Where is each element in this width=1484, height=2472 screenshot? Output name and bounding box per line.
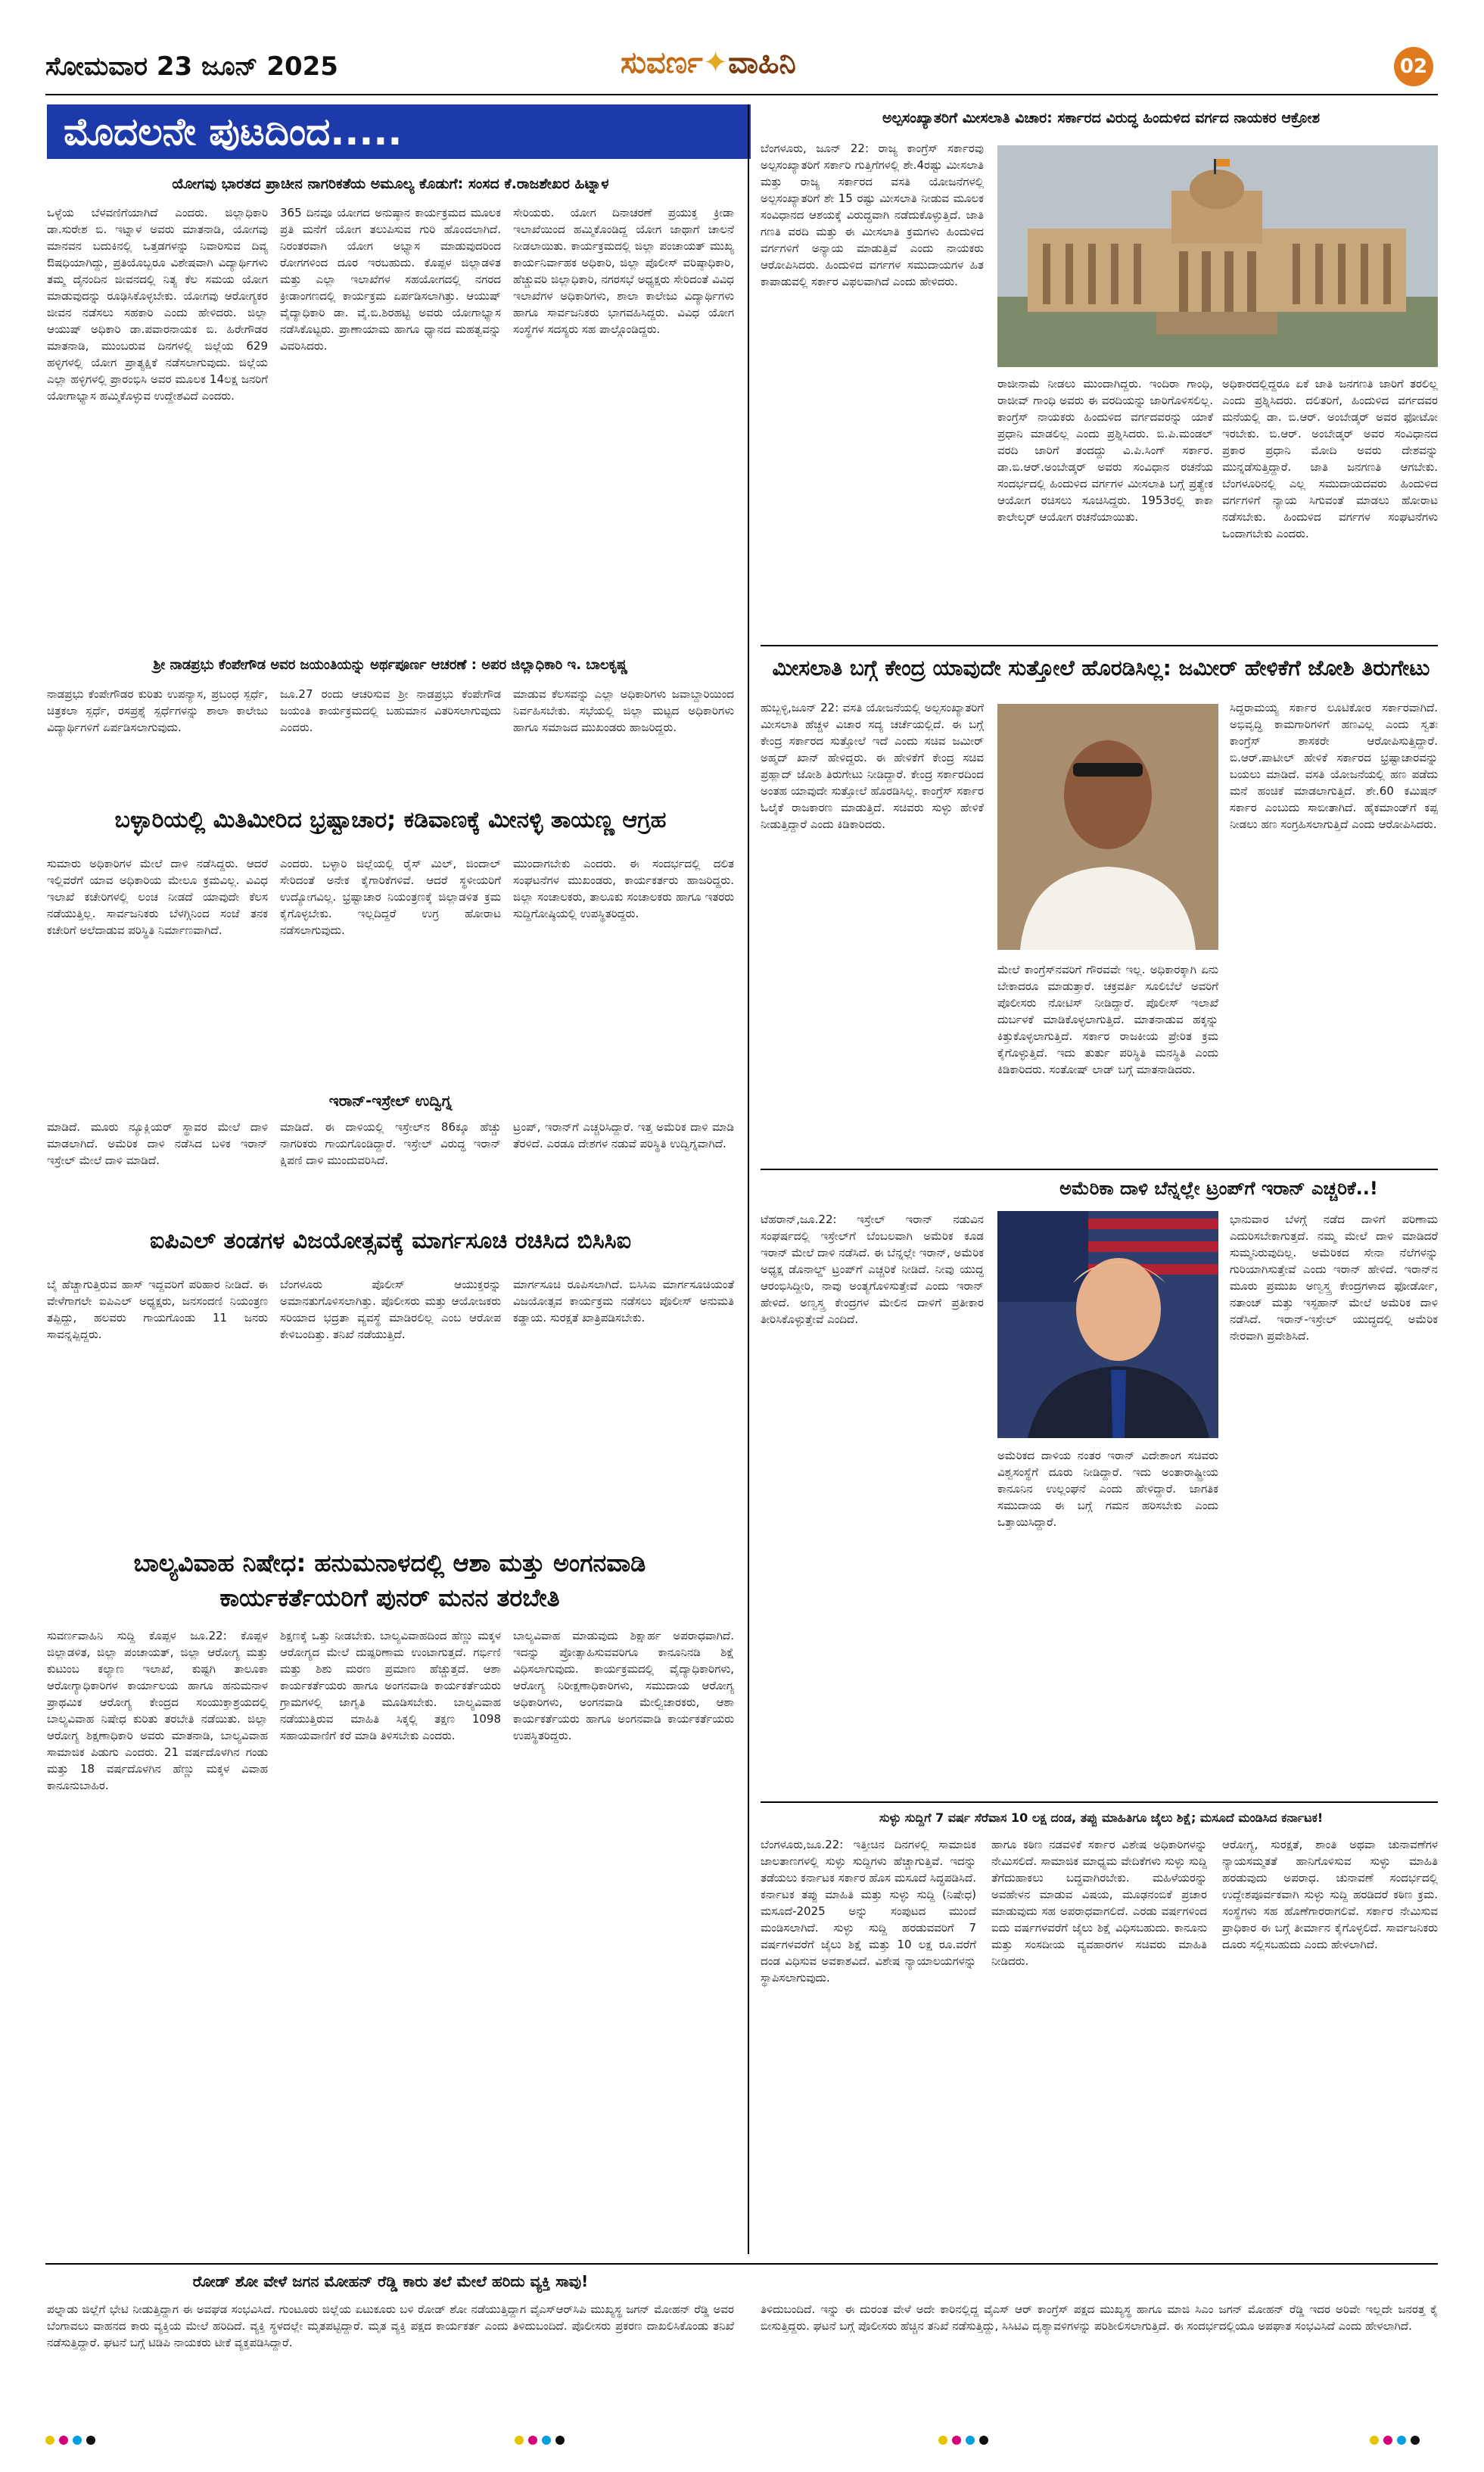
- article-ballari-col3: ಮುಂದಾಗಬೇಕು ಎಂದರು. ಈ ಸಂದರ್ಭದಲ್ಲಿ ದಲಿತ ಸಂಘಟನೆಗಳ ಮುಖಂಡರು, ಕಾರ್ಯಕರ್ತರು ಹಾಜರಿದ್ದರು. ಜಿಲ್ಲಾ ಸಂಚಾಲಕರು, ತಾಲೂಕು ಸಂಚಾಲಕರು ಹಾಗೂ ಇತರರು ಸುದ್ದಿಗೋಷ್ಠಿಯಲ್ಲಿ ಉಪಸ್ಥಿತರಿದ್ದರು.: [513, 857, 734, 920]
- article-jagan-left: ಪಲ್ನಾಡು ಜಿಲ್ಲೆಗೆ ಭೇಟಿ ನೀಡುತ್ತಿದ್ದಾಗ ಈ ಅವಘಡ ಸಂಭವಿಸಿದೆ. ಗುಂಟೂರು ಜಿಲ್ಲೆಯ ಏಟುಕೂರು ಬಳಿ ರೋಡ್ ಶೋ ನಡೆಯುತ್ತಿದ್ದಾಗ ವೈಎಸ್‌ಆರ್‌ಸಿಪಿ ಮುಖ್ಯಸ್ಥ ಜಗನ್ ಮೋಹನ್ ರೆಡ್ಡಿ ಅವರ ಬೆಂಗಾವಲು ವಾಹನದ ಕಾರು ವ್ಯಕ್ತಿಯ ಮೇಲೆ ಹರಿದಿದೆ. ವ್ಯಕ್ತಿ ಸ್ಥಳದಲ್ಲೇ ಮೃತಪಟ್ಟಿದ್ದಾರೆ. ಮೃತ ವ್ಯಕ್ತಿ ಪಕ್ಷದ ಕಾರ್ಯಕರ್ತ ಎಂದು ತಿಳಿದುಬಂದಿದೆ. ಪೊಲೀಸರು ಪ್ರಕರಣ ದಾಖಲಿಸಿಕೊಂಡು ತನಿಖೆ ನಡೆಸುತ್ತಿದ್ದಾರೆ. ಘಟನೆ ಬಗ್ಗೆ ಟಿಡಿಪಿ ನಾಯಕರು ಟೀಕೆ ವ್ಯಕ್ತಪಡಿಸಿದ್ದಾರೆ.: [47, 2302, 734, 2349]
- reg-dot: [515, 2436, 524, 2445]
- vidhana-soudha-photo: [997, 145, 1438, 367]
- reg-dot: [979, 2436, 988, 2445]
- reg-dot: [528, 2436, 537, 2445]
- reg-dot: [1383, 2436, 1392, 2445]
- portrait-illustration: [997, 704, 1218, 950]
- article-kempegowda-col3: ಮಾಡುವ ಕೆಲಸವನ್ನು ಎಲ್ಲಾ ಅಧಿಕಾರಿಗಳು ಜವಾಬ್ದಾರಿಯಿಂದ ನಿರ್ವಹಿಸಬೇಕು. ಸಭೆಯಲ್ಲಿ ಜಿಲ್ಲಾ ಮಟ್ಟದ ಅಧಿಕಾರಿಗಳು ಹಾಗೂ ಸಮಾಜದ ಮುಖಂಡರು ಹಾಜರಿದ್ದರು.: [513, 687, 734, 734]
- article-trump-right: ಭಾನುವಾರ ಬೆಳಗ್ಗೆ ನಡೆದ ದಾಳಿಗೆ ಪರಿಣಾಮ ಎದುರಿಸಬೇಕಾಗುತ್ತದೆ. ನಮ್ಮ ಮೇಲೆ ದಾಳಿ ಮಾಡಿದರೆ ಸುಮ್ಮನಿರುವುದಿಲ್ಲ. ಅಮೆರಿಕದ ಸೇನಾ ನೆಲೆಗಳನ್ನು ಗುರಿಯಾಗಿಸುತ್ತೇವೆ ಎಂದು ಇರಾನ್ ಹೇಳಿದೆ. ಇರಾನ್‌ನ ಮೂರು ಪ್ರಮುಖ ಅಣ್ವಸ್ತ್ರ ಕೇಂದ್ರಗಳಾದ ಫೋರ್ಡೋ, ನತಾಂಜ್ ಮತ್ತು ಇಸ್ಫಹಾನ್ ಮೇಲೆ ಅಮೆರಿಕ ದಾಳಿ ನಡೆಸಿದೆ. ಇರಾನ್-ಇಸ್ರೇಲ್ ಯುದ್ಧದಲ್ಲಿ ಅಮೆರಿಕ ನೇರವಾಗಿ ಪ್ರವೇಶಿಸಿದೆ.: [1230, 1213, 1438, 1343]
- article-bcci-headline: ಐಪಿಎಲ್ ತಂಡಗಳ ವಿಜಯೋತ್ಸವಕ್ಕೆ ಮಾರ್ಗಸೂಚಿ ರಚಿಸಿದ ಬಿಸಿಸಿಐ: [150, 1228, 631, 1254]
- section-banner: ಮೊದಲನೇ ಪುಟದಿಂದ.....: [47, 104, 751, 159]
- article-iran-israel-headline: ಇರಾನ್-ಇಸ್ರೇಲ್ ಉದ್ವಿಗ್ನ: [328, 1091, 453, 1110]
- reg-dot: [1411, 2436, 1420, 2445]
- pralhad-joshi-photo: [997, 704, 1218, 950]
- article-yoga-headline: ಯೋಗವು ಭಾರತದ ಪ್ರಾಚೀನ ನಾಗರಿಕತೆಯ ಅಮೂಲ್ಯ ಕೊಡುಗೆ: ಸಂಸದ ಕೆ.ರಾಜಶೇಖರ ಹಿಟ್ನಾಳ: [172, 176, 609, 192]
- article-iran-israel-col2: ಮಾಡಿದೆ. ಈ ದಾಳಿಯಲ್ಲಿ ಇಸ್ರೇಲ್‌ನ 86ಕ್ಕೂ ಹೆಚ್ಚು ನಾಗರಿಕರು ಗಾಯಗೊಂಡಿದ್ದಾರೆ. ಇಸ್ರೇಲ್ ವಿರುದ್ಧ ಇರಾನ್ ಕ್ಷಿಪಣಿ ದಾಳಿ ಮುಂದುವರಿಸಿದೆ.: [280, 1120, 501, 1167]
- registration-marks-center-left: [515, 2436, 565, 2445]
- article-child-marriage-col2: ಶಿಕ್ಷಣಕ್ಕೆ ಒತ್ತು ನೀಡಬೇಕು. ಬಾಲ್ಯವಿವಾಹದಿಂದ ಹೆಣ್ಣು ಮಕ್ಕಳ ಆರೋಗ್ಯದ ಮೇಲೆ ದುಷ್ಪರಿಣಾಮ ಉಂಟಾಗುತ್ತದೆ. ಗರ್ಭಿಣಿ ಮತ್ತು ಶಿಶು ಮರಣ ಪ್ರಮಾಣ ಹೆಚ್ಚುತ್ತದೆ. ಆಶಾ ಕಾರ್ಯಕರ್ತೆಯರು ಹಾಗೂ ಅಂಗನವಾಡಿ ಕಾರ್ಯಕರ್ತೆಯರು ಗ್ರಾಮಗಳಲ್ಲಿ ಜಾಗೃತಿ ಮೂಡಿಸಬೇಕು. ಬಾಲ್ಯವಿವಾಹ ನಡೆಯುತ್ತಿರುವ ಮಾಹಿತಿ ಸಿಕ್ಕಲ್ಲಿ ತಕ್ಷಣ 1098 ಸಹಾಯವಾಣಿಗೆ ಕರೆ ಮಾಡಿ ತಿಳಿಸಬೇಕು ಎಂದರು.: [280, 1629, 501, 1742]
- rule-r1: [761, 645, 1438, 646]
- article-fake-news-col1: ಬೆಂಗಳೂರು,ಜೂ.22: ಇತ್ತೀಚಿನ ದಿನಗಳಲ್ಲಿ ಸಾಮಾಜಿಕ ಜಾಲತಾಣಗಳಲ್ಲಿ ಸುಳ್ಳು ಸುದ್ದಿಗಳು ಹೆಚ್ಚಾಗುತ್ತಿವೆ. ಇದನ್ನು ತಡೆಯಲು ಕರ್ನಾಟಕ ಸರ್ಕಾರ ಹೊಸ ಮಸೂದೆ ಸಿದ್ಧಪಡಿಸಿದೆ. ಕರ್ನಾಟಕ ತಪ್ಪು ಮಾಹಿತಿ ಮತ್ತು ಸುಳ್ಳು ಸುದ್ದಿ (ನಿಷೇಧ) ಮಸೂದೆ-2025 ಅನ್ನು ಸಂಪುಟದ ಮುಂದೆ ಮಂಡಿಸಲಾಗಿದೆ. ಸುಳ್ಳು ಸುದ್ದಿ ಹರಡುವವರಿಗೆ 7 ವರ್ಷಗಳವರೆಗೆ ಜೈಲು ಶಿಕ್ಷೆ ಮತ್ತು 10 ಲಕ್ಷ ರೂ.ವರೆಗೆ ದಂಡ ವಿಧಿಸುವ ಅವಕಾಶವಿದೆ. ವಿಶೇಷ ನ್ಯಾಯಾಲಯಗಳನ್ನು ಸ್ಥಾಪಿಸಲಾಗುವುದು.: [761, 1838, 976, 1985]
- page-number: 02: [1394, 47, 1433, 86]
- article-child-marriage-headline: ಬಾಲ್ಯವಿವಾಹ ನಿಷೇಧ: ಹನುಮನಾಳದಲ್ಲಿ ಆಶಾ ಮತ್ತು ಅಂಗನವಾಡಿ ಕಾರ್ಯಕರ್ತೆಯರಿಗೆ ಪುನರ್ ಮನನ ತರಬೇತಿ: [133, 1549, 646, 1612]
- article-trump-headline: ಅಮೆರಿಕಾ ದಾಳಿ ಬೆನ್ನಲ್ಲೇ ಟ್ರಂಪ್‌ಗೆ ಇರಾನ್ ಎಚ್ಚರಿಕೆ..!: [1059, 1178, 1378, 1199]
- reg-dot: [555, 2436, 565, 2445]
- masthead: [621, 45, 796, 80]
- article-iran-israel-col3: ಟ್ರಂಪ್, ಇರಾನ್‌ಗೆ ಎಚ್ಚರಿಸಿದ್ದಾರೆ. ಇತ್ತ ಅಮೆರಿಕ ದಾಳಿ ಮಾಡಿ ತೆರಳಿದೆ. ಎರಡೂ ದೇಶಗಳ ನಡುವೆ ಪರಿಸ್ಥಿತಿ ಉದ್ವಿಗ್ನವಾಗಿದೆ.: [513, 1120, 734, 1150]
- masthead-right: ವಾಹಿನಿ: [728, 45, 796, 80]
- article-fake-news-headline: ಸುಳ್ಳು ಸುದ್ದಿಗೆ 7 ವರ್ಷ ಸೆರೆವಾಸ 10 ಲಕ್ಷ ದಂಡ, ತಪ್ಪು ಮಾಹಿತಿಗೂ ಜೈಲು ಶಿಕ್ಷೆ; ಮಸೂದೆ ಮಂಡಿಸಿದ ಕರ್ನಾಟಕ!: [879, 1810, 1324, 1825]
- article-bcci-col1: ಬೈ ಹೆಚ್ಚಾಗುತ್ತಿರುವ ಹಾಸ್ ಇದ್ದವರಿಗೆ ಪರಿಹಾರ ನೀಡಿದೆ. ಈ ವೇಳೆಗಾಗಲೇ ಐಪಿಎಲ್ ಅಧ್ಯಕ್ಷರು, ಜನಸಂದಣಿ ನಿಯಂತ್ರಣ ತಪ್ಪಿದ್ದು, ಹಲವರು ಗಾಯಗೊಂಡು 11 ಜನರು ಸಾವನ್ನಪ್ಪಿದ್ದರು.: [47, 1278, 268, 1341]
- article-ballari-headline: ಬಳ್ಳಾರಿಯಲ್ಲಿ ಮಿತಿಮೀರಿದ ಭ್ರಷ್ಟಾಚಾರ; ಕಡಿವಾಣಕ್ಕೆ ಮೀನಳ್ಳಿ ತಾಯಣ್ಣ ಆಗ್ರಹ: [114, 807, 667, 833]
- article-trump-left: ಟೆಹರಾನ್,ಜೂ.22: ಇಸ್ರೇಲ್ ಇರಾನ್ ನಡುವಿನ ಸಂಘರ್ಷದಲ್ಲಿ ಇಸ್ರೇಲ್‌ಗೆ ಬೆಂಬಲವಾಗಿ ಅಮೆರಿಕ ಕೂಡ ಇರಾನ್ ಮೇಲೆ ದಾಳಿ ನಡೆಸಿದೆ. ಈ ಬೆನ್ನಲ್ಲೇ ಇರಾನ್, ಅಮೆರಿಕ ಅಧ್ಯಕ್ಷ ಡೊನಾಲ್ಡ್ ಟ್ರಂಪ್‌ಗೆ ಎಚ್ಚರಿಕೆ ನೀಡಿದೆ. ನೀವು ಯುದ್ಧ ಆರಂಭಿಸಿದ್ದೀರಿ, ನಾವು ಅಂತ್ಯಗೊಳಿಸುತ್ತೇವೆ ಎಂದು ಇರಾನ್ ಹೇಳಿದೆ. ಅಣ್ವಸ್ತ್ರ ಕೇಂದ್ರಗಳ ಮೇಲಿನ ದಾಳಿಗೆ ಪ್ರತೀಕಾರ ತೀರಿಸಿಕೊಳ್ಳುತ್ತೇವೆ ಎಂದಿದೆ.: [761, 1213, 984, 1326]
- article-ballari-col1: ಸುಮಾರು ಅಧಿಕಾರಿಗಳ ಮೇಲೆ ದಾಳಿ ನಡೆಸಿದ್ದರು. ಆದರೆ ಇಲ್ಲಿವರೆಗೆ ಯಾವ ಅಧಿಕಾರಿಯ ಮೇಲೂ ಕ್ರಮವಿಲ್ಲ. ವಿವಿಧ ಇಲಾಖೆ ಕಚೇರಿಗಳಲ್ಲಿ ಲಂಚ ನೀಡದೆ ಯಾವುದೇ ಕೆಲಸ ನಡೆಯುತ್ತಿಲ್ಲ. ಸಾರ್ವಜನಿಕರು ಬೆಳಗ್ಗಿನಿಂದ ಸಂಜೆ ತನಕ ಕಚೇರಿಗೆ ಅಲೆದಾಡುವ ಪರಿಸ್ಥಿತಿ ನಿರ್ಮಾಣವಾಗಿದೆ.: [47, 857, 268, 937]
- reg-dot: [59, 2436, 68, 2445]
- article-bcci-col2: ಬೆಂಗಳೂರು ಪೊಲೀಸ್ ಆಯುಕ್ತರನ್ನು ಅಮಾನತುಗೊಳಿಸಲಾಗಿತ್ತು. ಪೊಲೀಸರು ಮತ್ತು ಆಯೋಜಕರು ಸರಿಯಾದ ಭದ್ರತಾ ವ್ಯವಸ್ಥೆ ಮಾಡಿರಲಿಲ್ಲ ಎಂಬ ಆರೋಪ ಕೇಳಿಬಂದಿತ್ತು. ತನಿಖೆ ನಡೆಯುತ್ತಿದೆ.: [280, 1278, 501, 1341]
- article-yoga-col2: 365 ದಿನವೂ ಯೋಗದ ಅನುಷ್ಠಾನ ಕಾರ್ಯಕ್ರಮದ ಮೂಲಕ ಪ್ರತಿ ಮನೆಗೆ ಯೋಗ ತಲುಪಿಸುವ ಗುರಿ ಹೊಂದಲಾಗಿದೆ. ನಿರಂತರವಾಗಿ ಯೋಗ ಅಭ್ಯಾಸ ಮಾಡುವುದರಿಂದ ರೋಗಗಳಿಂದ ದೂರ ಇರಬಹುದು. ಕೊಪ್ಪಳ ಜಿಲ್ಲಾಡಳಿತ ಮತ್ತು ಎಲ್ಲಾ ಇಲಾಖೆಗಳ ಸಹಯೋಗದಲ್ಲಿ ನಗರದ ಕ್ರೀಡಾಂಗಣದಲ್ಲಿ ಕಾರ್ಯಕ್ರಮ ಏರ್ಪಡಿಸಲಾಗಿತ್ತು. ಆಯುಷ್ ವೈದ್ಯಾಧಿಕಾರಿ ಡಾ. ವೈ.ಬಿ.ಶಿರಹಟ್ಟಿ ಅವರು ಯೋಗಾಭ್ಯಾಸ ನಡೆಸಿಕೊಟ್ಟರು. ಪ್ರಾಣಾಯಾಮ ಹಾಗೂ ಧ್ಯಾನದ ಮಹತ್ವವನ್ನು ವಿವರಿಸಿದರು.: [280, 206, 501, 353]
- article-reservation-headline: ಅಲ್ಪಸಂಖ್ಯಾತರಿಗೆ ಮೀಸಲಾತಿ ವಿಚಾರ: ಸರ್ಕಾರದ ವಿರುದ್ಧ ಹಿಂದುಳಿದ ವರ್ಗದ ನಾಯಕರ ಆಕ್ರೋಶ: [882, 110, 1321, 126]
- rule-bottom: [45, 2263, 1438, 2265]
- registration-marks-center-right: [938, 2436, 988, 2445]
- masthead-separator-icon: ✦: [702, 45, 729, 80]
- article-reservation-mid-left: ರಾಜೀನಾಮೆ ನೀಡಲು ಮುಂದಾಗಿದ್ದರು. ಇಂದಿರಾ ಗಾಂಧಿ, ರಾಜೀವ್ ಗಾಂಧಿ ಅವರು ಈ ವರದಿಯನ್ನು ಜಾರಿಗೊಳಿಸಲಿಲ್ಲ. ಕಾಂಗ್ರೆಸ್ ನಾಯಕರು ಹಿಂದುಳಿದ ವರ್ಗದವರನ್ನು ಯಾಕೆ ಪ್ರಧಾನಿ ಮಾಡಲಿಲ್ಲ ಎಂದು ಪ್ರಶ್ನಿಸಿದರು. ಬಿ.ಪಿ.ಮಂಡಲ್ ವರದಿ ಜಾರಿಗೆ ತಂದದ್ದು ವಿ.ಪಿ.ಸಿಂಗ್ ಸರ್ಕಾರ. ಡಾ.ಬಿ.ಆರ್.ಅಂಬೇಡ್ಕರ್ ಅವರು ಸಂವಿಧಾನ ರಚನೆಯ ಸಂದರ್ಭದಲ್ಲಿ ಹಿಂದುಳಿದ ವರ್ಗಗಳ ಮೀಸಲಾತಿ ಬಗ್ಗೆ ಪ್ರತ್ಯೇಕ ಆಯೋಗ ರಚಿಸಲು ಸೂಚಿಸಿದ್ದರು. 1953ರಲ್ಲಿ ಕಾಕಾ ಕಾಲೇಲ್ಕರ್ ಆಯೋಗ ರಚನೆಯಾಯಿತು.: [997, 377, 1213, 524]
- registration-marks-right: [1370, 2436, 1420, 2445]
- article-joshi-left: ಹುಬ್ಬಳ್ಳಿ,ಜೂನ್ 22: ವಸತಿ ಯೋಜನೆಯಲ್ಲಿ ಅಲ್ಪಸಂಖ್ಯಾತರಿಗೆ ಮೀಸಲಾತಿ ಹೆಚ್ಚಳ ವಿಚಾರ ಸದ್ಯ ಚರ್ಚೆಯಲ್ಲಿದೆ. ಈ ಬಗ್ಗೆ ಕೇಂದ್ರ ಸರ್ಕಾರದ ಸುತ್ತೋಲೆ ಇದೆ ಎಂದು ಸಚಿವ ಜಮೀರ್ ಅಹ್ಮದ್ ಖಾನ್ ಹೇಳಿದ್ದರು. ಈ ಹೇಳಿಕೆಗೆ ಕೇಂದ್ರ ಸಚಿವ ಪ್ರಹ್ಲಾದ್ ಜೋಶಿ ತಿರುಗೇಟು ನೀಡಿದ್ದಾರೆ. ಕೇಂದ್ರ ಸರ್ಕಾರದಿಂದ ಅಂತಹ ಯಾವುದೇ ಸುತ್ತೋಲೆ ಹೊರಡಿಸಿಲ್ಲ. ಕಾಂಗ್ರೆಸ್ ಸರ್ಕಾರ ಓಲೈಕೆ ರಾಜಕಾರಣ ಮಾಡುತ್ತಿದೆ. ಸಚಿವರು ಸುಳ್ಳು ಹೇಳಿಕೆ ನೀಡುತ್ತಿದ್ದಾರೆ ಎಂದು ಕಿಡಿಕಾರಿದರು.: [761, 701, 984, 831]
- reg-dot: [45, 2436, 54, 2445]
- portrait-illustration-2: [997, 1211, 1218, 1438]
- article-fake-news-col3: ಆರೋಗ್ಯ, ಸುರಕ್ಷತೆ, ಶಾಂತಿ ಅಥವಾ ಚುನಾವಣೆಗಳ ನ್ಯಾಯಸಮ್ಮತತೆ ಹಾನಿಗೊಳಿಸುವ ಸುಳ್ಳು ಮಾಹಿತಿ ಹರಡುವುದು ಅಪರಾಧ. ಚುನಾವಣೆ ಸಂದರ್ಭದಲ್ಲಿ ಉದ್ದೇಶಪೂರ್ವಕವಾಗಿ ಸುಳ್ಳು ಸುದ್ದಿ ಹರಡಿದರೆ ಕಠಿಣ ಕ್ರಮ. ಸಂಸ್ಥೆಗಳು ಸಹ ಹೊಣೆಗಾರರಾಗಲಿವೆ. ಸರ್ಕಾರ ನೇಮಿಸುವ ಪ್ರಾಧಿಕಾರ ಈ ಬಗ್ಗೆ ತೀರ್ಮಾನ ಕೈಗೊಳ್ಳಲಿದೆ. ಸಾರ್ವಜನಿಕರು ದೂರು ಸಲ್ಲಿಸಬಹುದು ಎಂದು ಹೇಳಲಾಗಿದೆ.: [1222, 1838, 1438, 1951]
- rule-r3: [761, 1801, 1438, 1803]
- article-kempegowda-col1: ನಾಡಪ್ರಭು ಕೆಂಪೇಗೌಡರ ಕುರಿತು ಉಪನ್ಯಾಸ, ಪ್ರಬಂಧ ಸ್ಪರ್ಧೆ, ಚಿತ್ರಕಲಾ ಸ್ಪರ್ಧೆ, ರಸಪ್ರಶ್ನೆ ಸ್ಪರ್ಧೆಗಳನ್ನು ಶಾಲಾ ಕಾಲೇಜು ವಿದ್ಯಾರ್ಥಿಗಳಿಗೆ ಏರ್ಪಡಿಸಲಾಗುವುದು.: [47, 687, 268, 734]
- article-reservation-mid-right: ಅಧಿಕಾರದಲ್ಲಿದ್ದರೂ ಏಕೆ ಜಾತಿ ಜನಗಣತಿ ಜಾರಿಗೆ ತರಲಿಲ್ಲ ಎಂದು ಪ್ರಶ್ನಿಸಿದರು. ದಲಿತರಿಗೆ, ಹಿಂದುಳಿದ ವರ್ಗದವರ ಮನೆಯಲ್ಲಿ ಡಾ. ಬಿ.ಆರ್. ಅಂಬೇಡ್ಕರ್ ಅವರ ಫೋಟೋ ಇರಬೇಕು. ಬಿ.ಆರ್. ಅಂಬೇಡ್ಕರ್ ಅವರ ಸಂವಿಧಾನದ ಪ್ರಕಾರ ಪ್ರಧಾನಿ ಮೋದಿ ಅವರು ದೇಶವನ್ನು ಮುನ್ನಡೆಸುತ್ತಿದ್ದಾರೆ. ಜಾತಿ ಜನಗಣತಿ ಆಗಬೇಕು. ಬೆಂಗಳೂರಿನಲ್ಲಿ ಎಲ್ಲ ಸಮುದಾಯದವರು ಹಿಂದುಳಿದ ವರ್ಗಗಳಿಗೆ ನ್ಯಾಯ ಸಿಗುವಂತೆ ಮಾಡಲು ಹೋರಾಟ ನಡೆಸಬೇಕು. ಹಿಂದುಳಿದ ವರ್ಗಗಳ ಸಂಘಟನೆಗಳು ಒಂದಾಗಬೇಕು ಎಂದರು.: [1222, 377, 1438, 540]
- reg-dot: [1370, 2436, 1379, 2445]
- reg-dot: [952, 2436, 961, 2445]
- vidhana-soudha-illustration: [997, 145, 1438, 367]
- article-reservation-top: ಬೆಂಗಳೂರು, ಜೂನ್ 22: ರಾಜ್ಯ ಕಾಂಗ್ರೆಸ್ ಸರ್ಕಾರವು ಅಲ್ಪಸಂಖ್ಯಾತರಿಗೆ ಸರ್ಕಾರಿ ಗುತ್ತಿಗೆಗಳಲ್ಲಿ ಶೇ.4ರಷ್ಟು ಮೀಸಲಾತಿ ಮತ್ತು ರಾಜ್ಯ ಸರ್ಕಾರದ ವಸತಿ ಯೋಜನೆಗಳಲ್ಲಿ ಅಲ್ಪಸಂಖ್ಯಾತರಿಗೆ ಶೇ 15 ರಷ್ಟು ಮೀಸಲಾತಿ ನೀಡುವ ಮೂಲಕ ಸಂವಿಧಾನದ ಆಶಯಕ್ಕೆ ವಿರುದ್ಧವಾಗಿ ನಡೆದುಕೊಳ್ಳುತ್ತಿದೆ. ಜಾತಿ ಗಣತಿ ವರದಿ ಮತ್ತು ಈ ಮೀಸಲಾತಿ ಕ್ರಮಗಳು ಹಿಂದುಳಿದ ವರ್ಗಗಳಿಗೆ ಅನ್ಯಾಯ ಮಾಡುತ್ತಿವೆ ಎಂದು ನಾಯಕರು ಆರೋಪಿಸಿದರು. ಹಿಂದುಳಿದ ವರ್ಗಗಳ ಸಮುದಾಯಗಳ ಹಿತ ಕಾಪಾಡುವಲ್ಲಿ ಸರ್ಕಾರ ವಿಫಲವಾಗಿದೆ ಎಂದು ಹೇಳಿದರು.: [761, 142, 984, 288]
- article-kempegowda-col2: ಜೂ.27 ರಂದು ಆಚರಿಸುವ ಶ್ರೀ ನಾಡಪ್ರಭು ಕೆಂಪೇಗೌಡ ಜಯಂತಿ ಕಾರ್ಯಕ್ರಮದಲ್ಲಿ ಬಹುಮಾನ ವಿತರಿಸಲಾಗುವುದು ಎಂದರು.: [280, 687, 501, 734]
- header-date: ಸೋಮವಾರ 23 ಜೂನ್ 2025: [45, 51, 338, 82]
- article-yoga-col1: ಒಳ್ಳೆಯ ಬೆಳವಣಿಗೆಯಾಗಿದೆ ಎಂದರು. ಜಿಲ್ಲಾಧಿಕಾರಿ ಡಾ.ಸುರೇಶ ಬಿ. ಇಟ್ನಾಳ ಅವರು ಮಾತನಾಡಿ, ಯೋಗವು ಮಾನವನ ಬದುಕಿನಲ್ಲಿ ಒತ್ತಡಗಳನ್ನು ನಿವಾರಿಸುವ ದಿವ್ಯ ಔಷಧಿಯಾಗಿದ್ದು, ಪ್ರತಿಯೊಬ್ಬರೂ ವಿಶೇಷವಾಗಿ ವಿದ್ಯಾರ್ಥಿಗಳು ತಮ್ಮ ದೈನಂದಿನ ಜೀವನದಲ್ಲಿ ನಿತ್ಯ ಕೆಲ ಸಮಯ ಯೋಗ ಮಾಡುವುದನ್ನು ರೂಢಿಸಿಕೊಳ್ಳಬೇಕು. ಯೋಗವು ಆರೋಗ್ಯಕರ ಜೀವನ ನಡೆಸಲು ಸಹಕಾರಿ ಎಂದು ಹೇಳಿದರು. ಜಿಲ್ಲಾ ಆಯುಷ್ ಅಧಿಕಾರಿ ಡಾ.ಪವಾರನಾಯಕ ಬಿ. ಹಿರೇಗೌಡರ ಮಾತನಾಡಿ, ಮುಂಬರುವ ದಿನಗಳಲ್ಲಿ ಜಿಲ್ಲೆಯ 629 ಹಳ್ಳಿಗಳಲ್ಲಿ ಯೋಗ ಪ್ರಾತ್ಯಕ್ಷಿಕೆ ನಡೆಸಲಾಗುವುದು. ಜಿಲ್ಲೆಯ ಎಲ್ಲಾ ಹಳ್ಳಿಗಳಲ್ಲಿ ಪ್ರಾರಂಭಿಸಿ ಅವರ ಮೂಲಕ 14ಲಕ್ಷ ಜನರಿಗೆ ಯೋಗಾಭ್ಯಾಸ ಹಮ್ಮಿಕೊಳ್ಳುವ ಉದ್ದೇಶವಿದೆ ಎಂದರು.: [47, 206, 268, 403]
- article-yoga-col3: ಸೇರಿಯರು. ಯೋಗ ದಿನಾಚರಣೆ ಪ್ರಯುಕ್ತ ಕ್ರೀಡಾ ಇಲಾಖೆಯಿಂದ ಹಮ್ಮಿಕೊಂಡಿದ್ದ ಯೋಗ ಜಾಥಾಗೆ ಚಾಲನೆ ನೀಡಲಾಯಿತು. ಕಾರ್ಯಕ್ರಮದಲ್ಲಿ ಜಿಲ್ಲಾ ಪಂಚಾಯತ್ ಮುಖ್ಯ ಕಾರ್ಯನಿರ್ವಾಹಕ ಅಧಿಕಾರಿ, ಜಿಲ್ಲಾ ಪೊಲೀಸ್ ವರಿಷ್ಠಾಧಿಕಾರಿ, ಹೆಚ್ಚುವರಿ ಜಿಲ್ಲಾಧಿಕಾರಿ, ನಗರಸಭೆ ಅಧ್ಯಕ್ಷರು ಸೇರಿದಂತೆ ವಿವಿಧ ಇಲಾಖೆಗಳ ಅಧಿಕಾರಿಗಳು, ಶಾಲಾ ಕಾಲೇಜು ವಿದ್ಯಾರ್ಥಿಗಳು ಹಾಗೂ ಸಾರ್ವಜನಿಕರು ಭಾಗವಹಿಸಿದ್ದರು. ವಿವಿಧ ಯೋಗ ಸಂಸ್ಥೆಗಳ ಸದಸ್ಯರು ಸಹ ಪಾಲ್ಗೊಂಡಿದ್ದರು.: [513, 206, 734, 336]
- rule-r2: [761, 1169, 1438, 1170]
- article-kempegowda-headline: ಶ್ರೀ ನಾಡಪ್ರಭು ಕೆಂಪೇಗೌಡ ಅವರ ಜಯಂತಿಯನ್ನು ಅರ್ಥಪೂರ್ಣ ಆಚರಣೆ : ಅಪರ ಜಿಲ್ಲಾಧಿಕಾರಿ ಇ. ಬಾಲಕೃಷ್ಣ: [153, 657, 628, 673]
- article-child-marriage-col1: ಸುವರ್ಣವಾಹಿನಿ ಸುದ್ದಿ ಕೊಪ್ಪಳ ಜೂ.22: ಕೊಪ್ಪಳ ಜಿಲ್ಲಾಡಳಿತ, ಜಿಲ್ಲಾ ಪಂಚಾಯತ್, ಜಿಲ್ಲಾ ಆರೋಗ್ಯ ಮತ್ತು ಕುಟುಂಬ ಕಲ್ಯಾಣ ಇಲಾಖೆ, ಕುಷ್ಟಗಿ ತಾಲೂಕಾ ಆರೋಗ್ಯಾಧಿಕಾರಿಗಳ ಕಾರ್ಯಾಲಯ ಹಾಗೂ ಹನುಮನಾಳ ಪ್ರಾಥಮಿಕ ಆರೋಗ್ಯ ಕೇಂದ್ರದ ಸಂಯುಕ್ತಾಶ್ರಯದಲ್ಲಿ ಬಾಲ್ಯವಿವಾಹ ನಿಷೇಧ ಕುರಿತು ತರಬೇತಿ ನಡೆಯಿತು. ಜಿಲ್ಲಾ ಆರೋಗ್ಯ ಶಿಕ್ಷಣಾಧಿಕಾರಿ ಅವರು ಮಾತನಾಡಿ, ಬಾಲ್ಯವಿವಾಹ ಸಾಮಾಜಿಕ ಪಿಡುಗು ಎಂದರು. 21 ವರ್ಷದೊಳಗಿನ ಗಂಡು ಮತ್ತು 18 ವರ್ಷದೊಳಗಿನ ಹೆಣ್ಣು ಮಕ್ಕಳ ವಿವಾಹ ಕಾನೂನುಬಾಹಿರ.: [47, 1629, 268, 1792]
- article-child-marriage-col3: ಬಾಲ್ಯವಿವಾಹ ಮಾಡುವುದು ಶಿಕ್ಷಾರ್ಹ ಅಪರಾಧವಾಗಿದೆ. ಇದನ್ನು ಪ್ರೋತ್ಸಾಹಿಸುವವರಿಗೂ ಕಾನೂನಿನಡಿ ಶಿಕ್ಷೆ ವಿಧಿಸಲಾಗುವುದು. ಕಾರ್ಯಕ್ರಮದಲ್ಲಿ ವೈದ್ಯಾಧಿಕಾರಿಗಳು, ಆರೋಗ್ಯ ನಿರೀಕ್ಷಣಾಧಿಕಾರಿಗಳು, ಸಮುದಾಯ ಆರೋಗ್ಯ ಅಧಿಕಾರಿಗಳು, ಅಂಗನವಾಡಿ ಮೇಲ್ವಿಚಾರಕರು, ಆಶಾ ಕಾರ್ಯಕರ್ತೆಯರು ಹಾಗೂ ಅಂಗನವಾಡಿ ಕಾರ್ಯಕರ್ತೆಯರು ಉಪಸ್ಥಿತರಿದ್ದರು.: [513, 1629, 734, 1742]
- article-iran-israel-col1: ಮಾಡಿದೆ. ಮೂರು ನ್ಯೂಕ್ಲಿಯರ್ ಸ್ಥಾವರ ಮೇಲೆ ದಾಳಿ ಮಾಡಲಾಗಿದೆ. ಅಮೆರಿಕ ದಾಳಿ ನಡೆಸಿದ ಬಳಿಕ ಇರಾನ್ ಇಸ್ರೇಲ್ ಮೇಲೆ ದಾಳಿ ಮಾಡಿದೆ.: [47, 1120, 268, 1167]
- header-rule: [45, 94, 1438, 95]
- reg-dot: [542, 2436, 551, 2445]
- reg-dot: [966, 2436, 975, 2445]
- trump-photo: [997, 1211, 1218, 1438]
- article-jagan-right: ತಿಳಿದುಬಂದಿದೆ. ಇನ್ನು ಈ ದುರಂತ ವೇಳೆ ಅದೇ ಕಾರಿನಲ್ಲಿದ್ದ ವೈಎಸ್ ಆರ್ ಕಾಂಗ್ರೆಸ್ ಪಕ್ಷದ ಮುಖ್ಯಸ್ಥ ಹಾಗೂ ಮಾಜಿ ಸಿಎಂ ಜಗನ್ ಮೋಹನ್ ರೆಡ್ಡಿ ಇದರ ಅರಿವೇ ಇಲ್ಲದೇ ಜನರತ್ತ ಕೈ ಬೀಸುತ್ತಿದ್ದರು. ಘಟನೆ ಬಗ್ಗೆ ಪೊಲೀಸರು ಹೆಚ್ಚಿನ ತನಿಖೆ ನಡೆಸುತ್ತಿದ್ದು, ಸಿಸಿಟಿವಿ ದೃಶ್ಯಾವಳಿಗಳನ್ನು ಪರಿಶೀಲಿಸಲಾಗುತ್ತಿದೆ. ಈ ಸಂದರ್ಭದಲ್ಲಿಯೂ ಅಪಘಾತ ಸಂಭವಿಸಿದೆ ಎಂದು ಹೇಳಲಾಗಿದೆ.: [761, 2302, 1438, 2333]
- article-fake-news-col2: ಹಾಗೂ ಕಠಿಣ ನಡವಳಿಕೆ ಸರ್ಕಾರ ವಿಶೇಷ ಅಧಿಕಾರಿಗಳನ್ನು ನೇಮಿಸಲಿದೆ. ಸಾಮಾಜಿಕ ಮಾಧ್ಯಮ ವೇದಿಕೆಗಳು ಸುಳ್ಳು ಸುದ್ದಿ ತೆಗೆದುಹಾಕಲು ಬದ್ಧವಾಗಿರಬೇಕು. ಮಹಿಳೆಯರನ್ನು ಅವಹೇಳನ ಮಾಡುವ ವಿಷಯ, ಮೂಢನಂಬಿಕೆ ಪ್ರಚಾರ ಮಾಡುವುದು ಸಹ ಅಪರಾಧವಾಗಲಿದೆ. ಎರಡು ವರ್ಷಗಳಿಂದ ಐದು ವರ್ಷಗಳವರೆಗೆ ಜೈಲು ಶಿಕ್ಷೆ ವಿಧಿಸಬಹುದು. ಕಾನೂನು ಮತ್ತು ಸಂಸದೀಯ ವ್ಯವಹಾರಗಳ ಸಚಿವರು ಮಾಹಿತಿ ನೀಡಿದರು.: [991, 1838, 1207, 1968]
- reg-dot: [1397, 2436, 1406, 2445]
- article-joshi-right: ಸಿದ್ದರಾಮಯ್ಯ ಸರ್ಕಾರ ಲೂಟಿಕೋರ ಸರ್ಕಾರವಾಗಿದೆ. ಅಭಿವೃದ್ಧಿ ಕಾಮಗಾರಿಗಳಿಗೆ ಹಣವಿಲ್ಲ ಎಂದು ಸ್ವತಃ ಕಾಂಗ್ರೆಸ್ ಶಾಸಕರೇ ಆರೋಪಿಸುತ್ತಿದ್ದಾರೆ. ಬಿ.ಆರ್.ಪಾಟೀಲ್ ಹೇಳಿಕೆ ಸರ್ಕಾರದ ಭ್ರಷ್ಟಾಚಾರವನ್ನು ಬಯಲು ಮಾಡಿದೆ. ವಸತಿ ಯೋಜನೆಯಲ್ಲಿ ಹಣ ಪಡೆದು ಮನೆ ಹಂಚಿಕೆ ಮಾಡಲಾಗುತ್ತಿದೆ. ಶೇ.60 ಕಮಿಷನ್ ಸರ್ಕಾರ ಎಂಬುದು ಸಾಬೀತಾಗಿದೆ. ಹೈಕಮಾಂಡ್‌ಗೆ ಕಪ್ಪ ನೀಡಲು ಹಣ ಸಂಗ್ರಹಿಸಲಾಗುತ್ತಿದೆ ಎಂದು ಆರೋಪಿಸಿದರು.: [1230, 701, 1438, 831]
- article-joshi-below: ಮೇಲೆ ಕಾಂಗ್ರೆಸ್‌ನವರಿಗೆ ಗೌರವವೇ ಇಲ್ಲ. ಅಧಿಕಾರಕ್ಕಾಗಿ ಏನು ಬೇಕಾದರೂ ಮಾಡುತ್ತಾರೆ. ಚಕ್ರವರ್ತಿ ಸೂಲಿಬೆಲೆ ಅವರಿಗೆ ಪೊಲೀಸರು ನೋಟಿಸ್ ನೀಡಿದ್ದಾರೆ. ಪೊಲೀಸ್ ಇಲಾಖೆ ದುರ್ಬಳಕೆ ಮಾಡಿಕೊಳ್ಳಲಾಗುತ್ತಿದೆ. ಮಾತನಾಡುವ ಹಕ್ಕನ್ನು ಕಿತ್ತುಕೊಳ್ಳಲಾಗುತ್ತಿದೆ. ಸರ್ಕಾರ ರಾಜಕೀಯ ಪ್ರೇರಿತ ಕ್ರಮ ಕೈಗೊಳ್ಳುತ್ತಿದೆ. ಇದು ತುರ್ತು ಪರಿಸ್ಥಿತಿ ಮನಸ್ಥಿತಿ ಎಂದು ಕಿಡಿಕಾರಿದರು. ಸಂತೋಷ್ ಲಾಡ್ ಬಗ್ಗೆ ಮಾತನಾಡಿದರು.: [997, 963, 1218, 1076]
- article-trump-bottom-right: ಅಮೆರಿಕದ ದಾಳಿಯ ನಂತರ ಇರಾನ್ ವಿದೇಶಾಂಗ ಸಚಿವರು ವಿಶ್ವಸಂಸ್ಥೆಗೆ ದೂರು ನೀಡಿದ್ದಾರೆ. ಇದು ಅಂತಾರಾಷ್ಟ್ರೀಯ ಕಾನೂನಿನ ಉಲ್ಲಂಘನೆ ಎಂದು ಹೇಳಿದ್ದಾರೆ. ಜಾಗತಿಕ ಸಮುದಾಯ ಈ ಬಗ್ಗೆ ಗಮನ ಹರಿಸಬೇಕು ಎಂದು ಒತ್ತಾಯಿಸಿದ್ದಾರೆ.: [997, 1449, 1218, 1529]
- column-divider: [748, 104, 749, 2254]
- reg-dot: [86, 2436, 95, 2445]
- reg-dot: [938, 2436, 947, 2445]
- article-joshi-headline: ಮೀಸಲಾತಿ ಬಗ್ಗೆ ಕೇಂದ್ರ ಯಾವುದೇ ಸುತ್ತೋಲೆ ಹೊರಡಿಸಿಲ್ಲ: ಜಮೀರ್ ಹೇಳಿಕೆಗೆ ಜೋಶಿ ತಿರುಗೇಟು: [772, 655, 1430, 680]
- registration-marks-left: [45, 2436, 95, 2445]
- article-bcci-col3: ಮಾರ್ಗಸೂಚಿ ರೂಪಿಸಲಾಗಿದೆ. ಬಿಸಿಸಿಐ ಮಾರ್ಗಸೂಚಿಯಂತೆ ವಿಜಯೋತ್ಸವ ಕಾರ್ಯಕ್ರಮ ನಡೆಸಲು ಪೊಲೀಸ್ ಅನುಮತಿ ಕಡ್ಡಾಯ. ಸುರಕ್ಷತೆ ಖಾತ್ರಿಪಡಿಸಬೇಕು.: [513, 1278, 734, 1325]
- reg-dot: [73, 2436, 82, 2445]
- article-ballari-col2: ಎಂದರು. ಬಳ್ಳಾರಿ ಜಿಲ್ಲೆಯಲ್ಲಿ ರೈಸ್ ಮಿಲ್, ಜಿಂದಾಲ್ ಸೇರಿದಂತೆ ಅನೇಕ ಕೈಗಾರಿಕೆಗಳಿವೆ. ಆದರೆ ಸ್ಥಳೀಯರಿಗೆ ಉದ್ಯೋಗವಿಲ್ಲ. ಭ್ರಷ್ಟಾಚಾರ ನಿಯಂತ್ರಣಕ್ಕೆ ಜಿಲ್ಲಾಡಳಿತ ಕ್ರಮ ಕೈಗೊಳ್ಳಬೇಕು. ಇಲ್ಲದಿದ್ದರೆ ಉಗ್ರ ಹೋರಾಟ ನಡೆಸಲಾಗುವುದು.: [280, 857, 501, 937]
- masthead-left: ಸುವರ್ಣ: [621, 45, 703, 80]
- article-jagan-headline: ರೋಡ್ ಶೋ ವೇಳೆ ಜಗನ ಮೋಹನ್ ರೆಡ್ಡಿ ಕಾರು ತಲೆ ಮೇಲೆ ಹರಿದು ವ್ಯಕ್ತಿ ಸಾವು!: [192, 2272, 589, 2290]
